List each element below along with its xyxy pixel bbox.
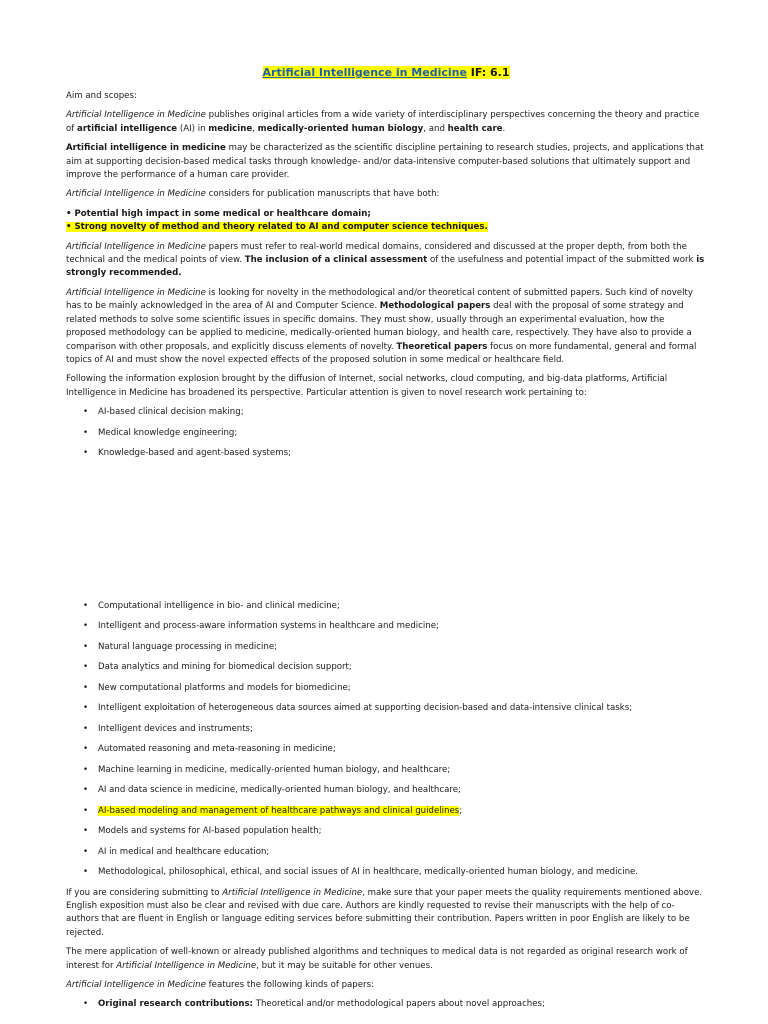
originality-paragraph: The mere application of well-known or already published algorithms and techniques to medical data is not regarded as original research work of interest for Artificial Intelligence in Medicine, but it may be suitable for other venues. [66,947,688,971]
topic-list-a [66,406,706,460]
blank-space [66,468,706,600]
topic-list-b [66,600,706,880]
list-item: • Models and systems for AI-based population health; [66,825,706,838]
journal-title-link[interactable]: Artificial Intelligence in Medicine [262,66,467,79]
list-item: • Methodological, philosophical, ethical, and social issues of AI in healthcare, medically-oriented human biology, and medicine. [66,866,706,879]
list-item: • Intelligent and process-aware information systems in healthcare and medicine; [66,620,706,633]
paper-kinds-intro: Artificial Intelligence in Medicine features the following kinds of papers: [66,980,374,991]
scope-paragraph-4: Artificial Intelligence in Medicine papers must refer to real-world medical domains, considered and discussed at the proper depth, from both the technical and the medical points of view. The inclusion of a clinical assessment of the usefulness and potential impact of the submitted work is strongly recommended. [66,241,705,279]
list-item: • Medical knowledge engineering; [66,427,706,440]
list-item: • New computational platforms and models for biomedicine; [66,682,706,695]
journal-title [66,65,706,80]
aim-label: Aim and scopes: [66,91,137,101]
list-item: • AI in medical and healthcare education; [66,846,706,859]
list-item: • AI-based modeling and management of healthcare pathways and clinical guidelines; [66,805,706,818]
list-item: • AI-based clinical decision making; [66,406,706,419]
scope-paragraph-5: Artificial Intelligence in Medicine is looking for novelty in the methodological and/or theoretical content of submitted papers. Such kind of novelty has to be mainly acknowledged in the area of AI and Computer Science. Methodological papers deal with the proposal of some strategy and related methods to solve some scientific issues in specific domains. They must show, usually through an experimental evaluation, how the proposed methodology can be applied to medicine, medically-oriented human biology, and health care, respectively. They have also to provide a comparison with other proposals, and explicitly discuss elements of novelty. Theoretical papers focus on more fundamental, general and formal topics of AI and must show the novel expected effects of the proposed solution in some medical or healthcare field. [66,287,697,365]
submission-paragraph: If you are considering submitting to Artificial Intelligence in Medicine, make sure that your paper meets the quality requirements mentioned above. English exposition must also be clear and revised with due care. Authors are kindly requested to revise their manuscripts with the help of co-authors that are fluent in English or language editing services before submitting their contribution. Papers written in poor English are likely to be rejected. [66,887,703,938]
criterion-item: • Potential high impact in some medical or healthcare domain; [66,208,371,219]
scope-paragraph-3: Artificial Intelligence in Medicine considers for publication manuscripts that have both: [66,189,440,200]
scope-paragraph-1: Artificial Intelligence in Medicine publishes original articles from a wide variety of interdisciplinary perspectives concerning the theory and practice of artificial intelligence (AI) in medicine, medically-oriented human biology, and health care. [66,110,700,134]
list-item: • Intelligent exploitation of heterogeneous data sources aimed at supporting decision-based and data-intensive clinical tasks; [66,702,706,715]
list-item: • Knowledge-based and agent-based systems; [66,447,706,460]
list-item: • Intelligent devices and instruments; [66,723,706,736]
list-item: • Data analytics and mining for biomedical decision support; [66,661,706,674]
document-body [66,65,706,1012]
criteria-list [66,208,706,235]
list-item: • Machine learning in medicine, medically-oriented human biology, and healthcare; [66,764,706,777]
scope-paragraph-2: Artificial intelligence in medicine may be characterized as the scientific discipline pertaining to research studies, projects, and applications that aim at supporting decision-based medical tasks through knowledge- and/or data-intensive computer-based solutions that ultimately support and improve the performance of a human care provider. [66,143,704,181]
impact-factor: IF: 6.1 [466,66,510,79]
list-item: • Original research contributions: Theoretical and/or methodological papers about novel approaches; [66,998,706,1011]
scope-paragraph-6: Following the information explosion brought by the diffusion of Internet, social networks, cloud computing, and big-data platforms, Artificial Intelligence in Medicine has broadened its perspective. Particular attention is given to novel research work pertaining to: [66,374,668,398]
list-item: • Computational intelligence in bio- and clinical medicine; [66,600,706,613]
list-item: • Automated reasoning and meta-reasoning in medicine; [66,743,706,756]
paper-kinds-list [66,998,706,1011]
criterion-item: • Strong novelty of method and theory related to AI and computer science techniques. [66,222,488,233]
list-item: • AI and data science in medicine, medically-oriented human biology, and healthcare; [66,784,706,797]
list-item: • Natural language processing in medicine; [66,641,706,654]
